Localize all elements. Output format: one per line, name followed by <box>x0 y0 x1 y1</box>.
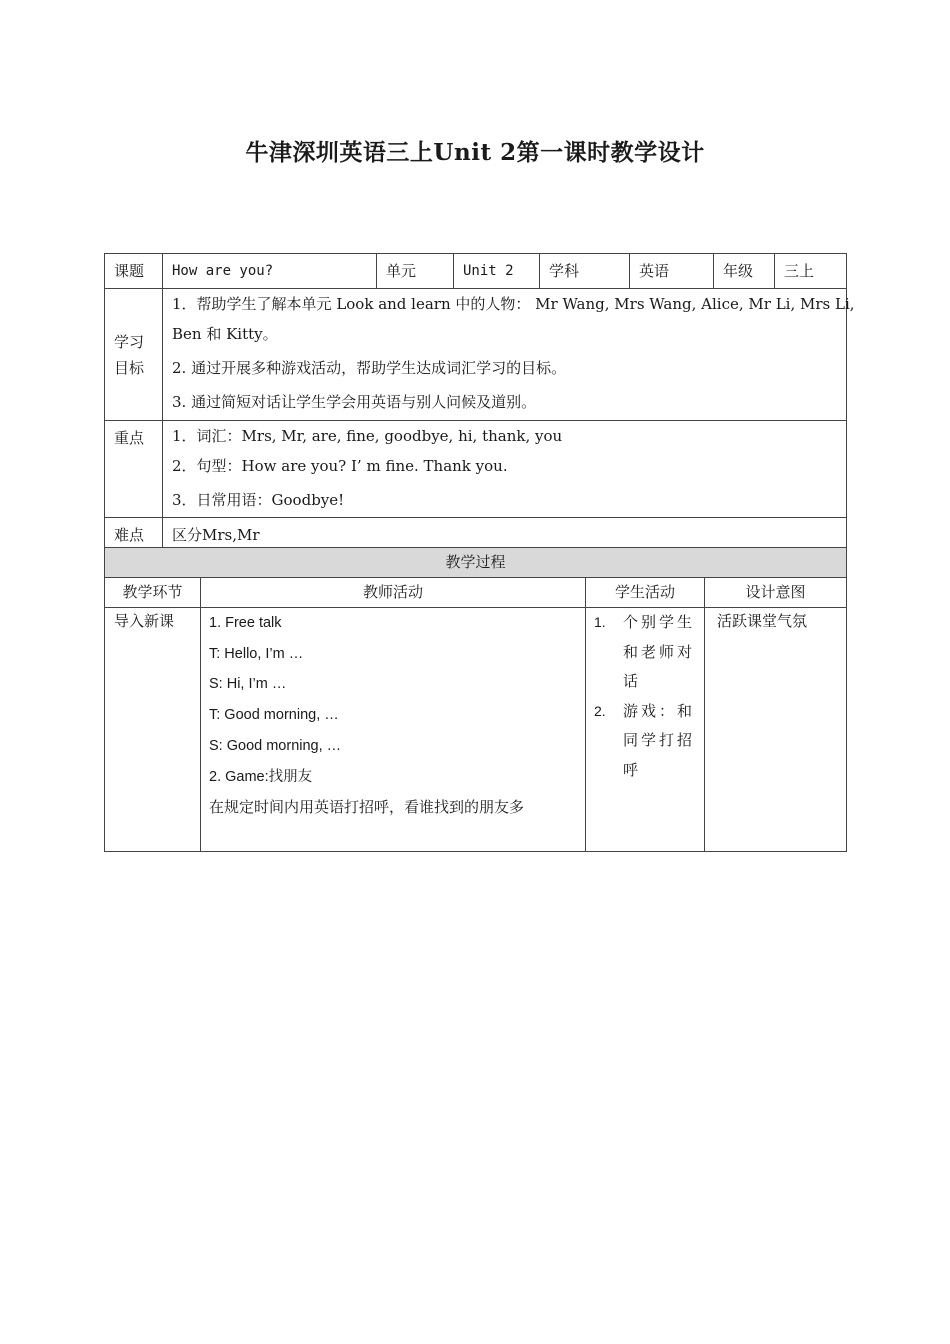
teacher-line: T: Hello, I’m … <box>209 645 304 662</box>
difficulty-label: 难点 <box>105 518 163 553</box>
teacher-line: S: Hi, I’m … <box>209 676 287 693</box>
column-header-stage: 教学环节 <box>105 578 201 608</box>
process-heading: 教学过程 <box>105 548 847 578</box>
topic-value: How are you? <box>163 254 377 289</box>
teacher-line: 2. Game:找朋友 <box>209 768 313 785</box>
subject-label: 学科 <box>540 254 630 289</box>
teacher-line: S: Good morning, … <box>209 737 342 754</box>
page-title: 牛津深圳英语三上Unit 2第一课时教学设计 <box>245 139 705 166</box>
key-points-content <box>163 421 847 518</box>
teacher-line: 1. Free talk <box>209 615 282 631</box>
student-activity-item: 2. 游戏：和同学打招呼 <box>594 701 696 779</box>
goals-label: 学习 目标 <box>105 289 163 421</box>
teacher-activity-cell <box>201 608 586 852</box>
student-activity-item: 1. 个别学生和老师对话 <box>594 613 696 690</box>
unit-label: 单元 <box>377 254 454 289</box>
key-point-line: 2．句型：How are you? I’ m fine. Thank you. <box>172 457 508 475</box>
intent-cell: 活跃课堂气氛 <box>705 608 847 852</box>
subject-value: 英语 <box>630 254 714 289</box>
difficulty-value: 区分Mrs,Mr <box>163 518 847 553</box>
key-points-label: 重点 <box>105 421 163 518</box>
key-point-line: 1．词汇：Mrs, Mr, are, fine, goodbye, hi, thank, you <box>172 427 563 445</box>
column-header-student: 学生活动 <box>586 578 705 608</box>
topic-label: 课题 <box>105 254 163 289</box>
stage-cell: 导入新课 <box>105 608 201 852</box>
process-table <box>104 547 847 852</box>
teacher-line: 在规定时间内用英语打招呼，看谁找到的朋友多 <box>209 798 525 817</box>
grade-value: 三上 <box>775 254 847 289</box>
teacher-line: T: Good morning, … <box>209 707 339 724</box>
goal-line: 2. 通过开展多种游戏活动，帮助学生达成词汇学习的目标。 <box>172 359 567 377</box>
student-activity-cell <box>586 608 705 852</box>
column-header-intent: 设计意图 <box>705 578 847 608</box>
goal-line: 1．帮助学生了解本单元 Look and learn 中的人物： Mr Wang, Mrs Wang, Alice, Mr Li, Mrs Li, <box>172 295 855 313</box>
goals-content <box>163 289 855 421</box>
goal-line: 3. 通过简短对话让学生学会用英语与别人问候及道别。 <box>172 393 537 411</box>
key-point-line: 3．日常用语：Goodbye! <box>172 491 345 509</box>
goal-line: Ben 和 Kitty。 <box>172 325 278 343</box>
grade-label: 年级 <box>714 254 775 289</box>
lesson-info-table <box>104 253 855 553</box>
column-header-teacher: 教师活动 <box>201 578 586 608</box>
unit-value: Unit 2 <box>454 254 540 289</box>
